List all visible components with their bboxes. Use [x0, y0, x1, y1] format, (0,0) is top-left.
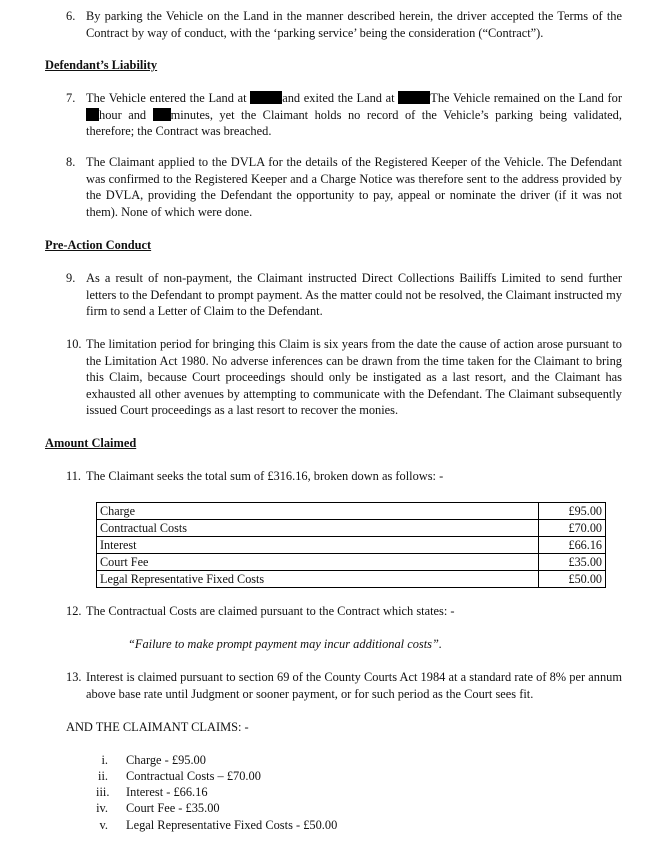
- redaction-block: [250, 91, 282, 104]
- paragraph-text: The Contractual Costs are claimed pursuant to the Contract which states: -: [86, 604, 455, 618]
- paragraph-text: The limitation period for bringing this Claim is six years from the date the cause of action arose pursuant to the Limitation Act 1980. No adverse inferences can be drawn from the time taken for the Claimant to bring this Claim, because Court proceedings should only be instigated as a last resort, and the Claimant has exhausted all other avenues by attempting to communicate with the Defendant. The Claimant subsequently issued Court proceedings as a last resort to recover the monies.: [86, 337, 622, 417]
- contract-quote: “Failure to make prompt payment may incur additional costs”.: [128, 637, 442, 651]
- cost-amount: £66.16: [539, 537, 606, 554]
- costs-table-row: [97, 537, 606, 554]
- costs-table-row: [97, 571, 606, 588]
- cost-item: Interest: [97, 537, 539, 554]
- cost-item: Charge: [97, 503, 539, 520]
- claim-item: [96, 817, 338, 834]
- cost-item: Contractual Costs: [97, 520, 539, 537]
- cost-amount: £70.00: [539, 520, 606, 537]
- cost-item: Legal Representative Fixed Costs: [97, 571, 539, 588]
- claim-text: Charge - £95.00: [126, 753, 206, 767]
- claims-title: AND THE CLAIMANT CLAIMS: -: [66, 720, 249, 734]
- cost-item: Court Fee: [97, 554, 539, 571]
- paragraph-text: The Claimant seeks the total sum of £316.16, broken down as follows: -: [86, 469, 444, 483]
- heading-defendants-liability: Defendant’s Liability: [45, 58, 158, 72]
- paragraph-number: 10.: [66, 337, 82, 351]
- claim-text: Court Fee - £35.00: [126, 801, 220, 815]
- paragraph-number: 9.: [66, 271, 76, 285]
- paragraph-number: 13.: [66, 670, 82, 684]
- claim-item: [96, 784, 208, 801]
- claim-item: [96, 768, 261, 785]
- redaction-block: [153, 108, 171, 121]
- claim-numeral: iii.: [96, 785, 110, 799]
- paragraph-8: [66, 154, 622, 220]
- paragraph-7: [66, 90, 622, 140]
- heading-amount-claimed: Amount Claimed: [45, 436, 137, 450]
- heading-pre-action-conduct: Pre-Action Conduct: [45, 238, 152, 252]
- paragraph-number: 6.: [66, 9, 76, 23]
- paragraph-text: By parking the Vehicle on the Land in the manner described herein, the driver accepted the Terms of the Contract by way of conduct, with the ‘parking service’ being the consideration (“Contract”).: [86, 9, 622, 40]
- claim-numeral: i.: [101, 753, 108, 767]
- paragraph-text: As a result of non-payment, the Claimant instructed Direct Collections Bailiffs Limited to send further letters to the Defendant to prompt payment. As the matter could not be resolved, the Claimant instructed my firm to send a Letter of Claim to the Defendant.: [86, 271, 622, 318]
- paragraph-10: [66, 336, 622, 419]
- claim-numeral: iv.: [96, 801, 108, 815]
- claim-text: Contractual Costs – £70.00: [126, 769, 261, 783]
- costs-table-row: [97, 554, 606, 571]
- redaction-block: [398, 91, 430, 104]
- claim-numeral: ii.: [98, 769, 108, 783]
- claim-item: [96, 752, 206, 769]
- cost-amount: £35.00: [539, 554, 606, 571]
- paragraph-12: [66, 603, 622, 620]
- redaction-block: [86, 108, 99, 121]
- claim-item: [96, 800, 220, 817]
- paragraph-9: [66, 270, 622, 320]
- paragraph-number: 8.: [66, 155, 76, 169]
- paragraph-number: 12.: [66, 604, 82, 618]
- costs-table-row: [97, 503, 606, 520]
- paragraph-number: 11.: [66, 469, 82, 483]
- paragraph-13: [66, 669, 622, 702]
- claim-numeral: v.: [99, 818, 108, 832]
- paragraph-text: The Claimant applied to the DVLA for the details of the Registered Keeper of the Vehicle. The Defendant was confirmed to the Registered Keeper and a Charge Notice was therefore sent to the address provided by the DVLA, providing the Defendant the opportunity to pay, appeal or nominate the driver (if it was not them). None of which were done.: [86, 155, 622, 219]
- cost-amount: £50.00: [539, 571, 606, 588]
- cost-amount: £95.00: [539, 503, 606, 520]
- paragraph-text: The Vehicle entered the Land at and exited the Land at The Vehicle remained on the Land for hour and minutes, yet the Claimant holds no record of the Vehicle’s parking being validated, therefore; the Contract was breached.: [86, 91, 622, 138]
- paragraph-11: [66, 468, 622, 485]
- claim-text: Legal Representative Fixed Costs - £50.00: [126, 818, 338, 832]
- paragraph-6: [66, 8, 622, 41]
- costs-table-row: [97, 520, 606, 537]
- paragraph-number: 7.: [66, 91, 76, 105]
- claim-text: Interest - £66.16: [126, 785, 208, 799]
- paragraph-text: Interest is claimed pursuant to section 69 of the County Courts Act 1984 at a standard rate of 8% per annum above base rate until Judgment or sooner payment, or for such period as the Court sees fit.: [86, 670, 622, 701]
- costs-table: [96, 502, 606, 588]
